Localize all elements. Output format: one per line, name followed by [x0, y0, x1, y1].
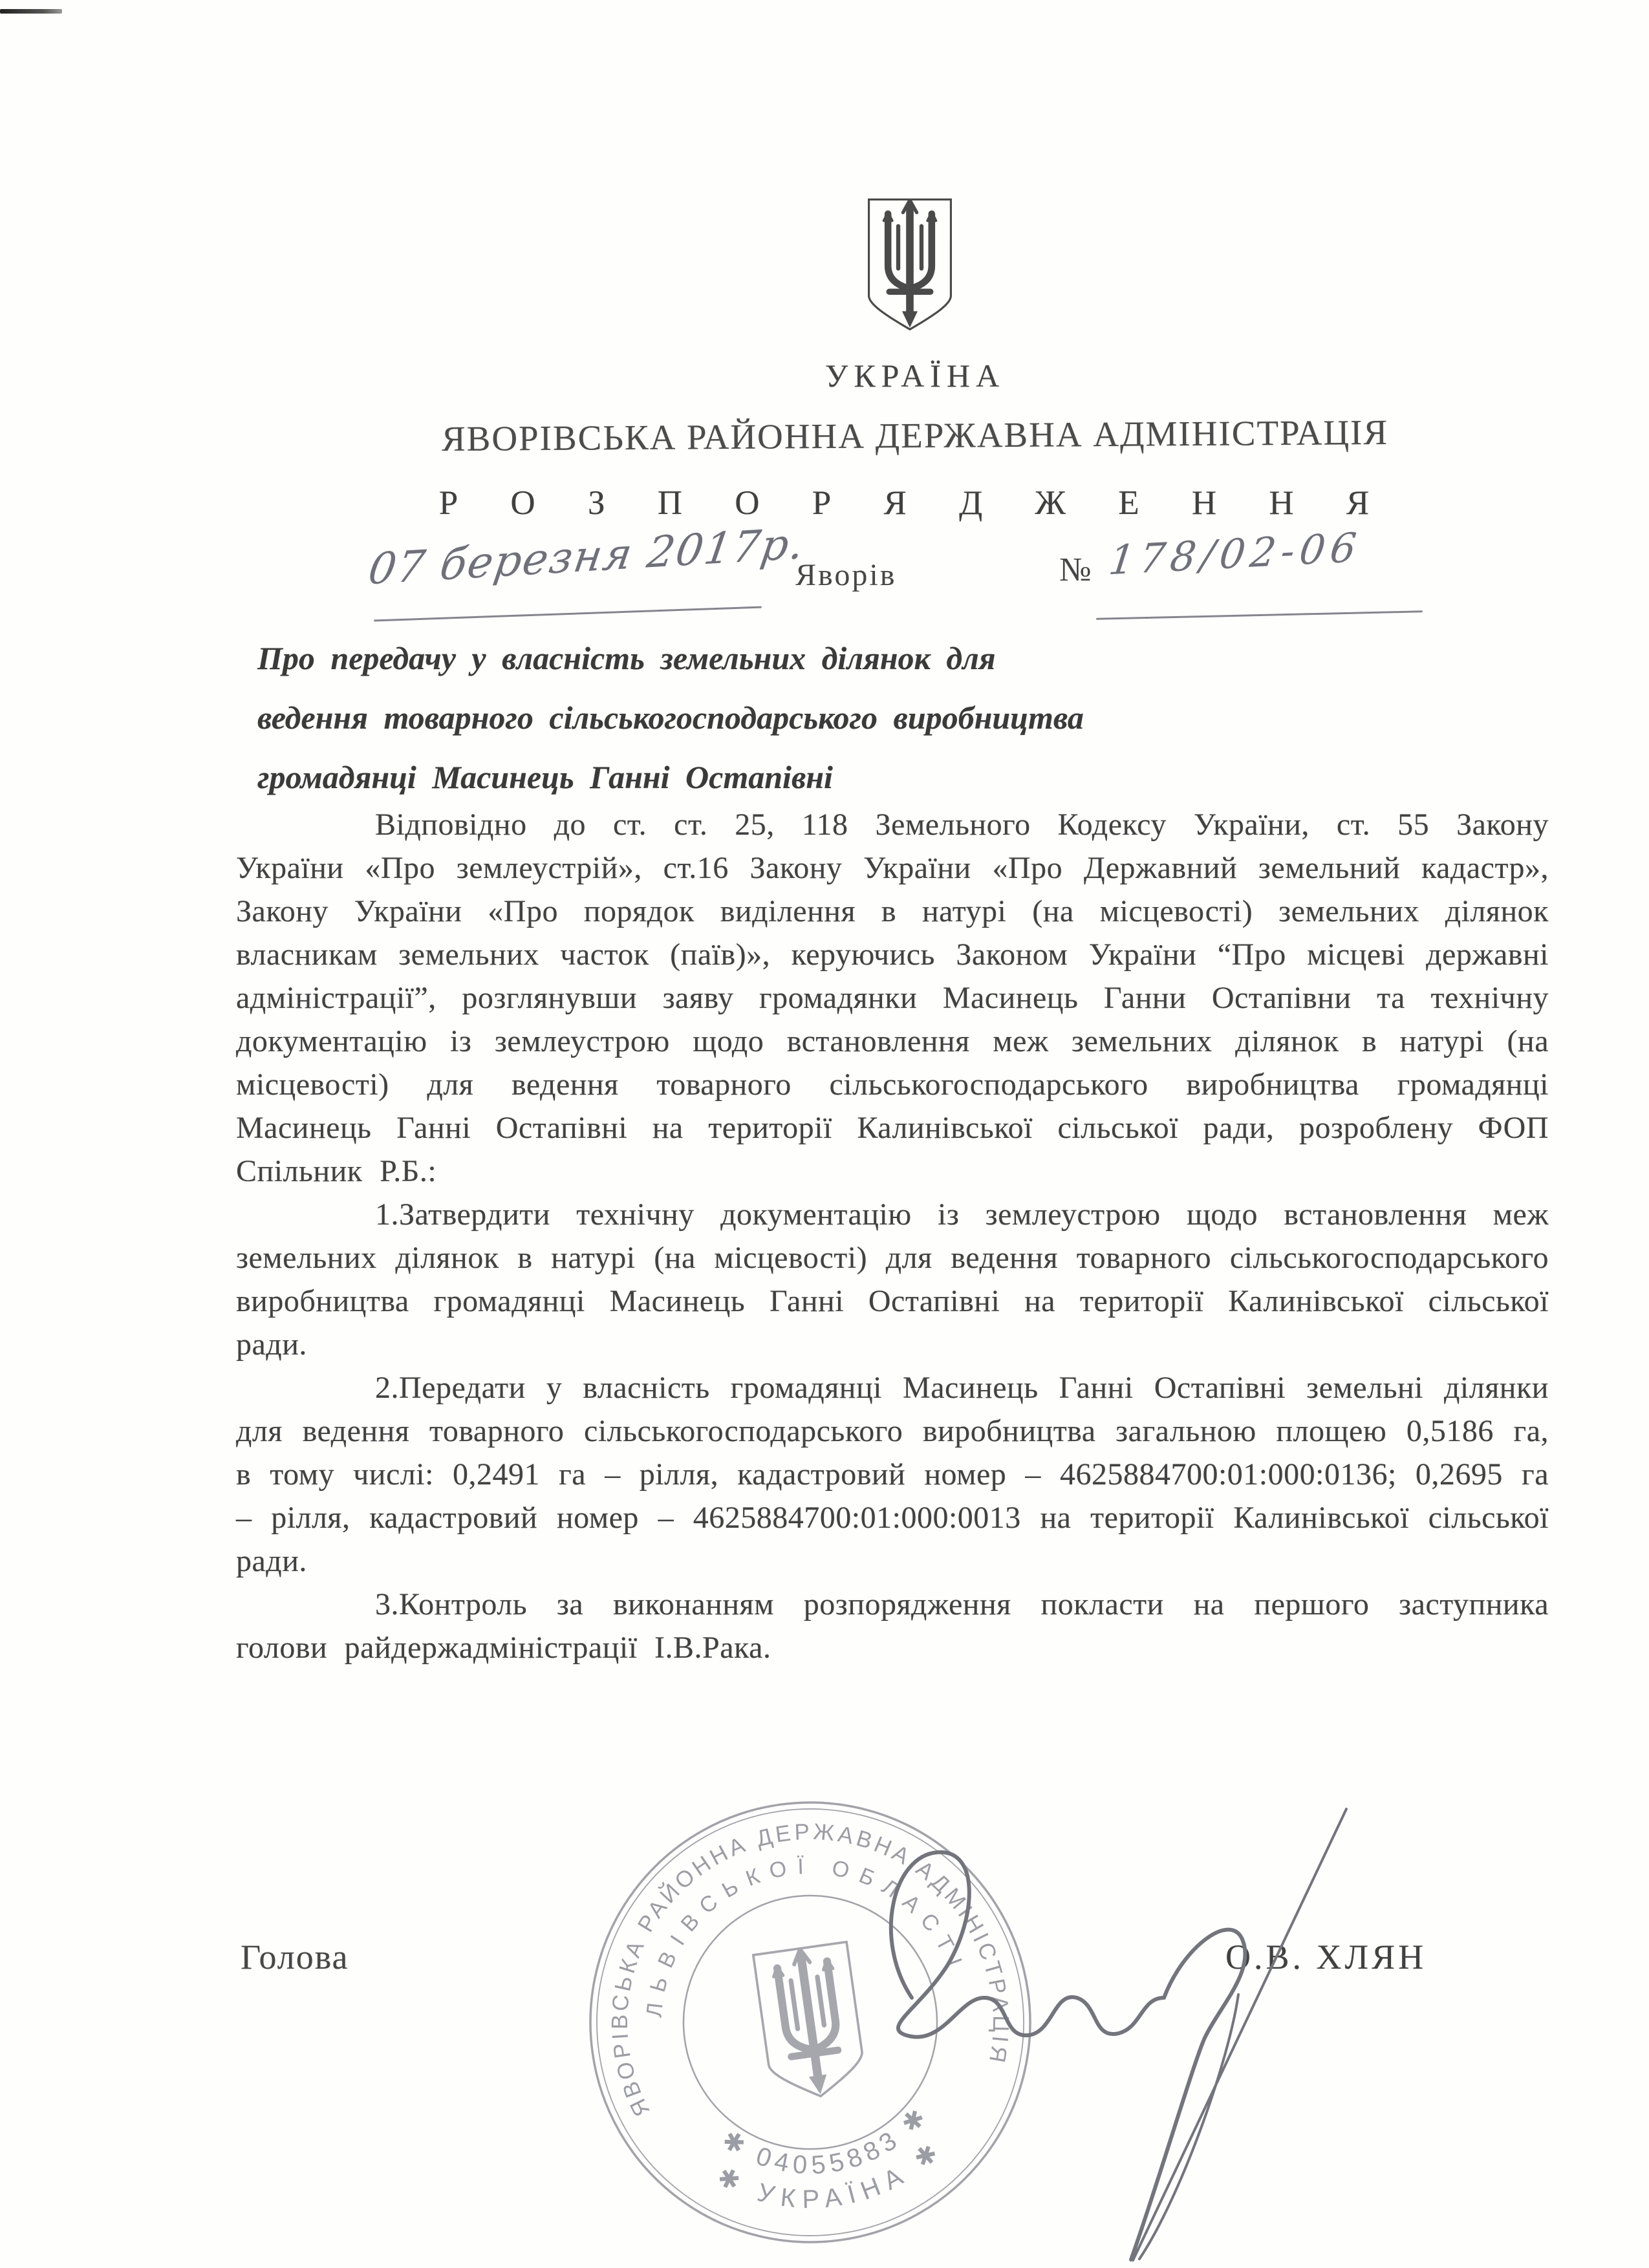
seal-outer-bottom-text: ✱ УКРАЇНА ✱: [713, 2133, 950, 2214]
subject-line: ведення товарного сільськогосподарського виробництва: [257, 700, 1084, 736]
seal-inner-top-text: ЛЬВІВСЬКОЇ ОБЛАСТІ: [641, 1854, 971, 2019]
subject-line: Про передачу у власність земельних ділянок для: [257, 640, 996, 676]
body-paragraph-item3: 3.Контроль за виконанням розпорядження покласти на першого заступника голови райдержадміністрації І.В.Рака.: [236, 1587, 1549, 1665]
document-type-title: Р О З П О Р Я Д Ж Е Н Н Я: [438, 484, 1392, 522]
organization-title: ЯВОРІВСЬКА РАЙОННА ДЕРЖАВНА АДМІНІСТРАЦІЯ: [441, 412, 1389, 459]
scan-artifact-line: [0, 9, 62, 14]
body-paragraph-item2: 2.Передати у власність громадянці Масинець Ганні Остапівні земельні ділянки для ведення товарного сільськогосподарського виробництва загальною площею 0,5186 га, в тому числі: 0,2491 га – рілля, кадастровий номер – 4625884700:01:000:0136; 0,2695 га – рілля, кадастровий номер – 4625884700:01:000:0013 на території Калинівської сільської ради.: [236, 1371, 1549, 1578]
ukraine-trident-emblem-icon: [862, 196, 958, 333]
body-paragraph-intro: Відповідно до ст. ст. 25, 118 Земельного Кодексу України, ст. 55 Закону України «Про землеустрій», ст.16 Закону України «Про Державний земельний кадастр», Закону України «Про порядок виділення в натурі (на місцевості) земельних ділянок власникам земельних часток (паїв)», керуючись Законом України “Про місцеві державні адміністрації”, розглянувши заяву громадянки Масинець Ганни Остапівни та технічну документацію із землеустрою щодо встановлення меж земельних ділянок в натурі (на місцевості) для ведення товарного сільськогосподарського виробництва громадянці Масинець Ганні Остапівні на території Калинівської сільської ради, розроблену ФОП Спільник Р.Б.:: [236, 808, 1549, 1188]
document-body: [236, 803, 1549, 1669]
signer-name: О.В. ХЛЯН: [1225, 1938, 1427, 1976]
seal-code-text: ✱ 04055883 ✱: [717, 2099, 935, 2180]
date-underline: [374, 606, 762, 622]
handwritten-number: 178/02-06: [1106, 523, 1364, 584]
subject-line: громадянці Масинець Ганні Остапівні: [257, 759, 833, 795]
number-label: №: [1059, 551, 1092, 588]
seal-outer-top-text: ЯВОРІВСЬКА РАЙОННА ДЕРЖАВНА АДМІНІСТРАЦІЯ: [607, 1819, 1014, 2121]
signer-position: Голова: [241, 1938, 349, 1976]
body-paragraph-item1: 1.Затвердити технічну документацію із землеустрою щодо встановлення меж земельних ділянок в натурі (на місцевості) для ведення товарного сільськогосподарського виробництва громадянці Масинець Ганні Остапівні на території Калинівської сільської ради.: [236, 1197, 1549, 1362]
country-title: УКРАЇНА: [824, 358, 1006, 394]
handwritten-date: 07 березня 2017р.: [365, 518, 809, 595]
place-name: Яворів: [795, 558, 897, 592]
number-underline: [1096, 610, 1423, 619]
subject-block: [257, 628, 1266, 807]
signature: [815, 1784, 1397, 2268]
